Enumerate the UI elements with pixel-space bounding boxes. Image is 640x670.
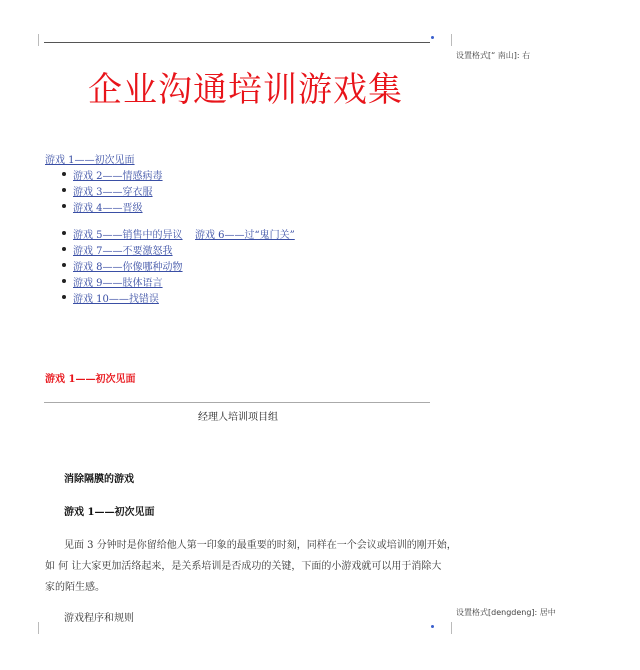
bullet — [62, 295, 66, 299]
bullet — [62, 204, 66, 208]
margin-comment-bottom[interactable]: 设置格式[dengdeng]: 居中 — [456, 608, 556, 617]
toc-link-game-8[interactable]: 游戏 8——你像哪种动物 — [73, 262, 183, 273]
rules-heading: 游戏程序和规则 — [64, 613, 134, 624]
crop-mark-bottom-left — [38, 622, 39, 634]
section-heading: 游戏 1——初次见面 — [45, 374, 136, 385]
paragraph-line-2: 如 何 让大家更加活络起来，是关系培训是否成功的关键，下面的小游戏就可以用于消除大 — [45, 561, 442, 572]
bullet — [62, 172, 66, 176]
toc-link-game-2[interactable]: 游戏 2——情感病毒 — [73, 171, 163, 182]
document-title: 企业沟通培训游戏集 — [88, 70, 403, 110]
header-rule — [44, 42, 430, 43]
toc-link-game-6[interactable]: 游戏 6——过“鬼门关” — [195, 230, 295, 241]
toc-link-game-1[interactable]: 游戏 1——初次见面 — [45, 155, 135, 166]
crop-mark-top-left — [38, 34, 39, 46]
margin-comment-top[interactable]: 设置格式[“ 南山]: 右 — [456, 51, 531, 60]
toc-link-game-7[interactable]: 游戏 7——不要激怒我 — [73, 246, 173, 257]
bullet — [62, 231, 66, 235]
bullet — [62, 188, 66, 192]
toc-link-game-3[interactable]: 游戏 3——穿衣服 — [73, 187, 153, 198]
toc-link-game-5[interactable]: 游戏 5——销售中的异议 — [73, 230, 183, 241]
toc-link-game-4[interactable]: 游戏 4——晋级 — [73, 203, 143, 214]
bullet — [62, 263, 66, 267]
bullet — [62, 247, 66, 251]
group-name: 经理人培训项目组 — [198, 412, 278, 423]
comment-anchor-top — [431, 36, 434, 39]
bullet — [62, 279, 66, 283]
crop-mark-top-right — [451, 34, 452, 46]
sub-heading: 消除隔膜的游戏 — [64, 474, 134, 485]
toc-link-game-10[interactable]: 游戏 10——找错误 — [73, 294, 159, 305]
crop-mark-bottom-right — [451, 622, 452, 634]
game-heading: 游戏 1——初次见面 — [64, 507, 155, 518]
toc-link-game-9[interactable]: 游戏 9——肢体语言 — [73, 278, 163, 289]
comment-anchor-bottom — [431, 625, 434, 628]
section-rule — [44, 402, 430, 403]
paragraph-line-3: 家的陌生感。 — [45, 582, 105, 593]
paragraph-line-1: 见面 3 分钟时是你留给他人第一印象的最重要的时刻，同样在一个会议或培训的刚开始， — [64, 540, 457, 551]
